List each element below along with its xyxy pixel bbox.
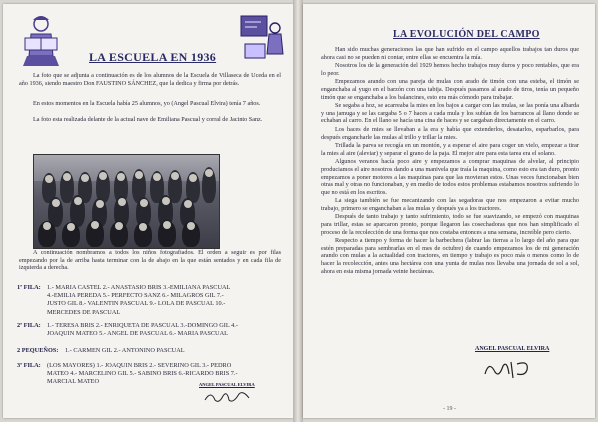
article-body [321,46,579,276]
school-class-photo [33,154,220,249]
name-line: (LOS MAYORES) 1.- JOAQUIN BRIS 2.- SEVERINO GIL 3.- PEDRO [47,362,232,369]
left-page [3,4,293,418]
article-paragraph: Algunos veranos hacía poco aire y empezamos a comprar maquinas de alvelar, al principio produciamos el aire nosotros dando a una manivela que traía la maquina, como esto era tan duro, pronto empezamos a poner motores a las maquinas para que las movieran estos. Unas veces funcionaban bien otras mal y otras no funcionaban, y en medio de todos estos problemas estabamos nosotros sufriendo lo que no está en los escritos. [321,158,579,196]
row-names-2 [47,322,287,338]
name-line: JOAQUIN MATEO 5.- ANGEL DE PASCUAL 6.- MARIA PASCUAL [47,330,228,338]
page-title: LA EVOLUCIÓN DEL CAMPO [393,29,540,40]
teacher-blackboard-clipart [239,14,285,62]
intro-paragraph-3: La foto esta realizada delante de la actual nave de Emiliana Pascual y corral de Jacinto Sanz. [33,116,263,123]
name-line: MARCIAL MATEO [47,378,100,386]
signature-name: ANGEL PASCUAL ELVIRA [475,346,550,352]
right-page [303,4,595,418]
name-line: 1.- TERESA BRIS 2.- ENRIQUETA DE PASCUAL 3.-DOMINGO GIL 4.- [47,322,238,329]
row-names-1 [47,284,287,317]
article-paragraph: La siega también se fue mecanizando con las segadoras que nos empezaron a evitar mucho trabajo, primero se enganchaban a las mulas y después ya a los tractores. [321,197,579,212]
article-paragraph: Después de tanto trabajo y tanto sufrimiento, todo se fue suavizando, se empezó con maquinas para trillar, estas se aparcaron pronto, porque llegaron las cosechadoras que nos han simplificado el proceso de la recolección de una forma que nos costaba entonces a una semana, increíble pero cierto. [321,213,579,236]
page-title: LA ESCUELA EN 1936 [89,50,217,64]
row-label-2: 2ª FILA: [17,322,41,329]
handwritten-signature [203,388,253,406]
intro-paragraph-2: En estos momentos en la Escuela había 25 alumnos, yo (Angel Pascual Elvira) tenía 7 años. [33,100,261,107]
article-paragraph: Se segaba a hoz, se acarreaba la mies en los bajos a cargar con las mulas, se las ponía una albarda y una jamuga y se las cargaba 5 o 7 haces a cada mula y los subían de los barrancos al llano donde se echaban al carro. En el llano se hacía una cina de haces y se cargaban directamente en el carro. [321,102,579,125]
name-line: JUSTO GIL 8.- VALENTIN PASCUAL 9.- LOLA DE PASCUAL 10.- [47,300,226,308]
page-number: - 19 - [443,406,456,412]
row-label-small: 2 PEQUEÑOS: [17,347,59,354]
name-line: 1.- CARMEN GIL 2.- ANTONINO PASCUAL [65,347,185,354]
name-line: 4.-EMILIA PEREDA 5.- PERFECTO SANZ 6.- MILAGROS GIL 7.- [47,292,224,300]
article-paragraph: Han sido muchas generaciones las que han sufrido en el campo aquellos trabajos tan duros que ahora casi no se pueden ni contar, entre ellas se encuentra la mía. [321,46,579,61]
name-line: MERCEDES DE PASCUAL [47,308,121,316]
article-paragraph: Nosotros los de la generación del 1929 hemos hecho trabajos muy duros y poco rentables, que era lo peor. [321,62,579,77]
article-paragraph: Respecto a tiempo y forma de hacer la barbechera (labrar las tierras a lo largo del año para que estén preparadas para sembrarlas en el mes de octubre) de cuando empezamos los de mi generación arando con mulas a la actualidad con tractores, en tiempo y trabajo es poco más o menos como lo de hacer la recolección, antes una hectárea con una yunta de mulas nos llevaba una jornada de sol a sol, ahora en esta misma jornada veinte hectáreas. [321,237,579,275]
signature-name: ANGEL PASCUAL ELVIRA [199,382,255,387]
reading-child-clipart [13,12,69,68]
row-names-small [65,347,287,355]
row-label-1: 1ª FILA: [17,284,41,291]
intro-paragraph-1: La foto que se adjunta a continuación es de los alumnos de la Escuela de Villaseca de Uceda en el año 1936, siendo maestro Don FAUSTINO SÁNCHEZ, que la dedica y firma por detrás. [19,72,281,87]
article-paragraph: Trillada la parva se recogía en un montón, y a esperar el aire para coger un vielo, empezar a tirar la mies al aire (aleviar) y separar el grano de la paja. El mejor aire para esta tarea era el solano. [321,142,579,157]
after-photo-paragraph: A continuación nombramos a todos los niños fotografiados. El orden a seguir es por filas empezando por la de arriba hasta terminar con la de abajo en la que están sentados y en cada fila de izquierda a derecha. [19,249,281,272]
article-paragraph: Los haces de mies se llevaban a la era y había que extenderlos, desatarlos, esparbarlos, para después engancharle las mulas al trillo y trillar la mies. [321,125,579,141]
name-line: 1.- MARIA CASTEL 2.- ANASTASIO BRIS 3.-EMILIANA PASCUAL [47,284,231,291]
article-paragraph: Empezamos arando con una pareja de mulas con arado de timón con una esteba, el timón se enganchaba al yugo en el barzón con una tabija. Después pasamos al arado de tiros, tenía un pequeño timón que se enganchaba a los balancines, esto era más cómodo para trabajar. [321,78,579,101]
handwritten-signature [481,356,541,382]
row-label-3: 3ª FILA: [17,362,41,369]
name-line: MATEO 4.- MARCELINO GIL 5.- SABINO BRIS 6.-RICARDO BRIS 7.- [47,370,238,378]
book-gutter [293,0,303,422]
